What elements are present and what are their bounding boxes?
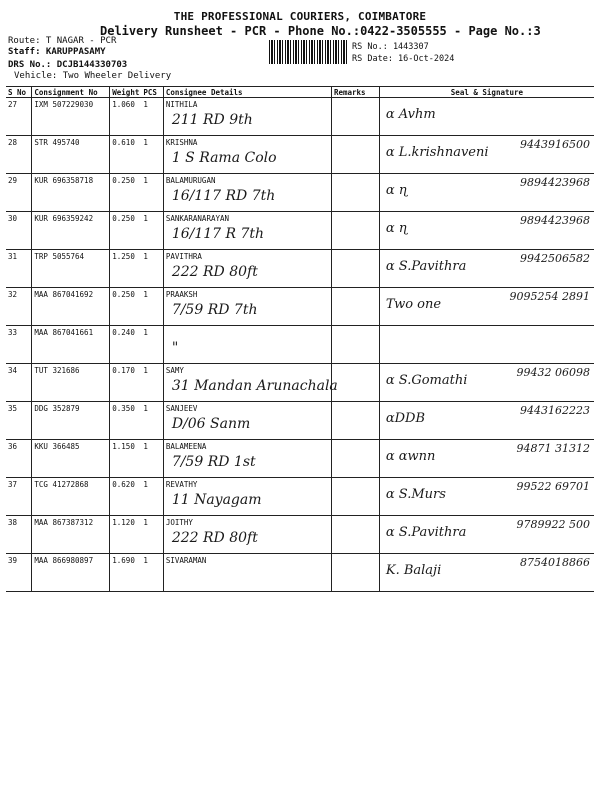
- consignee-name: NITHILA: [165, 100, 198, 109]
- cell-weight: 1.690: [110, 554, 142, 592]
- handwritten-signature: K. Balaji: [385, 563, 442, 578]
- cell-signature: [379, 402, 594, 440]
- table-row: [6, 516, 594, 554]
- handwritten-address: 7/59 RD 1st: [171, 454, 256, 470]
- col-remarks: Remarks: [331, 87, 379, 98]
- runsheet-title: Delivery Runsheet - PCR - Phone No.:0422-3505555 - Page No.:3: [100, 24, 541, 38]
- cell-sno: 37: [6, 478, 32, 516]
- cell-weight: 1.060: [110, 98, 142, 136]
- cell-weight: 0.170: [110, 364, 142, 402]
- runsheet-table: [6, 86, 594, 592]
- cell-consignment: KKU 366485: [32, 440, 110, 478]
- cell-signature: [379, 554, 594, 592]
- handwritten-address: D/06 Sanm: [171, 416, 251, 432]
- cell-pcs: 1: [141, 516, 163, 554]
- table-row: [6, 326, 594, 364]
- cell-signature: [379, 516, 594, 554]
- handwritten-phone: 9443162223: [520, 404, 590, 417]
- cell-pcs: 1: [141, 402, 163, 440]
- cell-signature: [379, 478, 594, 516]
- cell-remarks: [331, 174, 379, 212]
- cell-signature: [379, 250, 594, 288]
- col-sno: S No: [6, 87, 32, 98]
- cell-remarks: [331, 326, 379, 364]
- handwritten-phone: 9942506582: [520, 252, 590, 265]
- cell-consignee: [163, 288, 331, 326]
- handwritten-signature: α S.Gomathi: [385, 373, 468, 388]
- cell-consignee: [163, 212, 331, 250]
- cell-pcs: 1: [141, 326, 163, 364]
- cell-consignment: STR 495740: [32, 136, 110, 174]
- cell-pcs: 1: [141, 440, 163, 478]
- handwritten-address: 7/59 RD 7th: [171, 302, 258, 318]
- cell-weight: 1.150: [110, 440, 142, 478]
- cell-signature: [379, 136, 594, 174]
- cell-remarks: [331, 98, 379, 136]
- cell-weight: 0.250: [110, 288, 142, 326]
- consignee-name: SANJEEV: [165, 404, 198, 413]
- cell-sno: 36: [6, 440, 32, 478]
- handwritten-signature: α L.krishnaveni: [385, 145, 489, 160]
- handwritten-signature: α S.Pavithra: [385, 259, 467, 274]
- cell-consignment: DDG 352879: [32, 402, 110, 440]
- route-label: Route: T NAGAR - PCR: [8, 36, 117, 46]
- cell-pcs: 1: [141, 174, 163, 212]
- handwritten-address: 222 RD 80ft: [171, 264, 258, 280]
- handwritten-phone: 9789922 500: [516, 518, 590, 531]
- cell-signature: [379, 98, 594, 136]
- drs-label: DRS No.: DCJB144330703: [8, 60, 128, 70]
- consignee-name: PRAAKSH: [165, 290, 198, 299]
- cell-consignment: TUT 321686: [32, 364, 110, 402]
- cell-weight: 0.240: [110, 326, 142, 364]
- handwritten-phone: 8754018866: [520, 556, 590, 569]
- handwritten-phone: 9894423968: [520, 214, 590, 227]
- cell-remarks: [331, 288, 379, 326]
- cell-remarks: [331, 478, 379, 516]
- cell-sno: 27: [6, 98, 32, 136]
- cell-consignment: MAA 867387312: [32, 516, 110, 554]
- cell-signature: [379, 440, 594, 478]
- handwritten-phone: 9443916500: [520, 138, 590, 151]
- cell-sno: 30: [6, 212, 32, 250]
- table-row: [6, 136, 594, 174]
- cell-sno: 28: [6, 136, 32, 174]
- cell-consignee: [163, 516, 331, 554]
- table-row: [6, 478, 594, 516]
- consignee-name: SAMY: [165, 366, 184, 375]
- table-header-row: [6, 87, 594, 98]
- cell-consignee: [163, 326, 331, 364]
- table-row: [6, 98, 594, 136]
- cell-consignee: [163, 554, 331, 592]
- cell-remarks: [331, 364, 379, 402]
- col-consignment: Consignment No: [32, 87, 110, 98]
- cell-signature: [379, 174, 594, 212]
- consignee-name: PAVITHRA: [165, 252, 202, 261]
- cell-consignment: MAA 867041661: [32, 326, 110, 364]
- col-consignee: Consignee Details: [163, 87, 331, 98]
- handwritten-phone: 99432 06098: [516, 366, 590, 379]
- table-row: [6, 440, 594, 478]
- cell-remarks: [331, 402, 379, 440]
- cell-remarks: [331, 212, 379, 250]
- consignee-name: KRISHNA: [165, 138, 198, 147]
- consignee-name: JOITHY: [165, 518, 193, 527]
- cell-sno: 31: [6, 250, 32, 288]
- consignee-name: SIVARAMAN: [165, 556, 207, 565]
- table-row: [6, 174, 594, 212]
- cell-consignee: [163, 364, 338, 402]
- cell-pcs: 1: [141, 554, 163, 592]
- handwritten-signature: α ɳ: [385, 221, 408, 236]
- cell-pcs: 1: [141, 250, 163, 288]
- cell-consignee: [163, 250, 331, 288]
- handwritten-signature: α ɑwnn: [385, 449, 436, 464]
- cell-remarks: [331, 440, 379, 478]
- staff-label: Staff: KARUPPASAMY: [8, 47, 106, 57]
- cell-remarks: [331, 136, 379, 174]
- handwritten-signature: αDDB: [385, 411, 426, 426]
- cell-remarks: [331, 516, 379, 554]
- cell-consignee: [163, 402, 331, 440]
- handwritten-address: 16/117 R 7th: [171, 226, 265, 242]
- col-pcs: PCS: [141, 87, 163, 98]
- handwritten-address: ": [171, 340, 179, 356]
- consignee-name: BALAMEENA: [165, 442, 207, 451]
- cell-weight: 0.250: [110, 212, 142, 250]
- handwritten-phone: 9095254 2891: [509, 290, 590, 303]
- cell-pcs: 1: [141, 136, 163, 174]
- handwritten-phone: 9894423968: [520, 176, 590, 189]
- cell-signature: [379, 212, 594, 250]
- cell-signature: [379, 288, 594, 326]
- table-row: [6, 288, 594, 326]
- barcode: [269, 40, 349, 64]
- handwritten-address: 1 S Rama Colo: [171, 150, 277, 166]
- cell-consignment: IXM 507229030: [32, 98, 110, 136]
- handwritten-signature: α S.Pavithra: [385, 525, 467, 540]
- col-weight: Weight: [110, 87, 142, 98]
- table-row: [6, 402, 594, 440]
- table-row: [6, 364, 594, 402]
- rs-number: RS No.: 1443307: [352, 42, 429, 52]
- cell-consignee: [163, 478, 331, 516]
- consignee-name: REVATHY: [165, 480, 198, 489]
- cell-consignee: [163, 440, 331, 478]
- table-row: [6, 250, 594, 288]
- handwritten-phone: 99522 69701: [516, 480, 590, 493]
- company-title: THE PROFESSIONAL COURIERS, COIMBATORE: [173, 10, 427, 23]
- cell-sno: 33: [6, 326, 32, 364]
- handwritten-address: 222 RD 80ft: [171, 530, 258, 546]
- cell-weight: 0.350: [110, 402, 142, 440]
- cell-pcs: 1: [141, 98, 163, 136]
- cell-consignee: [163, 98, 331, 136]
- cell-pcs: 1: [141, 212, 163, 250]
- vehicle-label: Vehicle: Two Wheeler Delivery: [14, 71, 172, 81]
- col-signature: Seal & Signature: [379, 87, 594, 98]
- cell-signature: [379, 364, 594, 402]
- handwritten-signature: Two one: [385, 297, 442, 312]
- cell-pcs: 1: [141, 478, 163, 516]
- cell-sno: 29: [6, 174, 32, 212]
- handwritten-signature: α S.Murs: [385, 487, 446, 502]
- cell-consignment: TRP 5055764: [32, 250, 110, 288]
- handwritten-phone: 94871 31312: [516, 442, 590, 455]
- cell-weight: 1.120: [110, 516, 142, 554]
- cell-sno: 32: [6, 288, 32, 326]
- handwritten-signature: α Avhm: [385, 107, 436, 122]
- handwritten-address: 11 Nayagam: [171, 492, 262, 508]
- cell-sno: 39: [6, 554, 32, 592]
- cell-weight: 0.610: [110, 136, 142, 174]
- cell-remarks: [331, 554, 379, 592]
- cell-sno: 38: [6, 516, 32, 554]
- consignee-name: SANKARANARAYAN: [165, 214, 230, 223]
- handwritten-address: 16/117 RD 7th: [171, 188, 276, 204]
- handwritten-signature: α ɳ: [385, 183, 408, 198]
- rs-date: RS Date: 16-Oct-2024: [352, 54, 455, 64]
- cell-consignee: [163, 174, 331, 212]
- cell-consignment: MAA 867041692: [32, 288, 110, 326]
- cell-consignment: TCG 41272868: [32, 478, 110, 516]
- cell-sno: 35: [6, 402, 32, 440]
- cell-sno: 34: [6, 364, 32, 402]
- table-row: [6, 554, 594, 592]
- cell-consignment: MAA 866980897: [32, 554, 110, 592]
- consignee-name: BALAMURUGAN: [165, 176, 216, 185]
- cell-signature: [379, 326, 594, 364]
- cell-consignee: [163, 136, 331, 174]
- cell-remarks: [331, 250, 379, 288]
- cell-weight: 0.250: [110, 174, 142, 212]
- cell-consignment: KUR 696358718: [32, 174, 110, 212]
- handwritten-address: 31 Mandan Arunachala: [171, 378, 338, 394]
- cell-weight: 0.620: [110, 478, 142, 516]
- cell-pcs: 1: [141, 288, 163, 326]
- cell-consignment: KUR 696359242: [32, 212, 110, 250]
- handwritten-address: 211 RD 9th: [171, 112, 253, 128]
- cell-weight: 1.250: [110, 250, 142, 288]
- table-row: [6, 212, 594, 250]
- cell-pcs: 1: [141, 364, 163, 402]
